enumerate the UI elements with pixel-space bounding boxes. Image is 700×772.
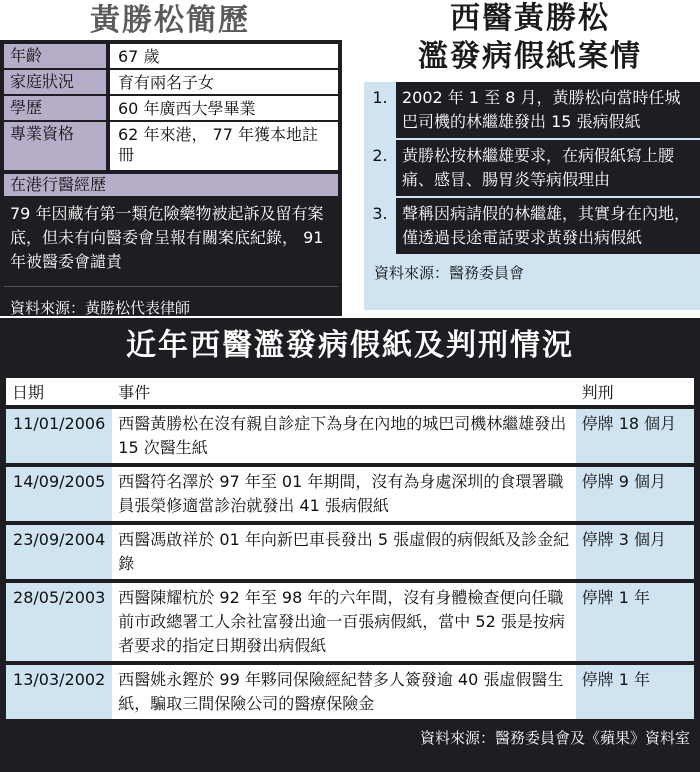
table-row <box>6 467 694 521</box>
row-event: 西醫符名澤於 97 年至 01 年期間，沒有為身處深圳的食環署職員張榮修適當診治就發出 41 張病假紙 <box>112 467 575 521</box>
row-sentence: 停牌 1 年 <box>576 665 694 719</box>
profile-label: 專業資格 <box>4 122 106 170</box>
case-title <box>360 0 700 76</box>
header-event: 事件 <box>112 378 575 405</box>
case-title-line1: 西醫黃勝松 <box>450 1 610 36</box>
profile-row-qualification <box>4 122 338 170</box>
profile-row-age <box>4 44 338 68</box>
case-item <box>364 198 700 256</box>
table-row <box>6 665 694 719</box>
row-date: 11/01/2006 <box>6 409 112 463</box>
profile-label: 學歷 <box>4 96 106 120</box>
case-text: 2002 年 1 至 8 月，黃勝松向當時任城巴司機的林繼雄發出 15 張病假紙 <box>396 82 700 138</box>
profile-panel <box>0 40 342 316</box>
header-date: 日期 <box>6 378 112 405</box>
row-date: 13/03/2002 <box>6 665 112 719</box>
row-sentence: 停牌 3 個月 <box>576 525 694 579</box>
case-number: 3. <box>364 198 396 254</box>
case-number: 1. <box>364 82 396 138</box>
row-event: 西醫黃勝松在沒有親自診症下為身在內地的城巴司機林繼雄發出 15 次醫生紙 <box>112 409 575 463</box>
case-item <box>364 140 700 198</box>
profile-title: 黃勝松簡歷 <box>90 3 250 38</box>
experience-heading: 在港行醫經歷 <box>4 174 338 196</box>
sentencing-source: 資料來源：醫務委員會及《蘋果》資料室 <box>419 729 690 747</box>
header-sentence: 判刑 <box>576 378 694 405</box>
profile-label: 家庭狀況 <box>4 70 106 94</box>
table-row <box>6 525 694 579</box>
profile-value: 育有兩名子女 <box>110 70 338 94</box>
profile-label: 年齡 <box>4 44 106 68</box>
case-number: 2. <box>364 140 396 196</box>
profile-row-education <box>4 96 338 120</box>
row-date: 28/05/2003 <box>6 583 112 661</box>
case-text: 黃勝松按林繼雄要求，在病假紙寫上腰痛、感冒、腸胃炎等病假理由 <box>396 140 700 196</box>
profile-row-family <box>4 70 338 94</box>
row-event: 西醫姚永鏗於 99 年夥同保險經紀替多人簽發逾 40 張虛假醫生紙，騙取三間保險公司的醫療保險金 <box>112 665 575 719</box>
row-sentence: 停牌 9 個月 <box>576 467 694 521</box>
row-event: 西醫陳耀杭於 92 年至 98 年的六年間，沒有身體檢查便向任職前市政總署工人余社富發出逾一百張病假紙，當中 52 張是按病者要求的指定日期發出病假紙 <box>112 583 575 661</box>
case-source: 資料來源：醫務委員會 <box>374 264 525 282</box>
table-header-row <box>6 378 694 405</box>
sentencing-title: 近年西醫濫發病假紙及判刑情況 <box>126 328 574 363</box>
row-event: 西醫馮啟祥於 01 年向新巴車長發出 5 張虛假的病假紙及診金紀錄 <box>112 525 575 579</box>
case-text: 聲稱因病請假的林繼雄，其實身在內地，僅透過長途電話要求黃發出病假紙 <box>396 198 700 254</box>
table-row <box>6 583 694 661</box>
profile-value: 67 歲 <box>110 44 338 68</box>
experience-text: 79 年因藏有第一類危險藥物被起訴及留有案底，但未有向醫委會呈報有關案底紀錄， 91 年被醫委會譴責 <box>10 204 324 271</box>
profile-value: 60 年廣西大學畢業 <box>110 96 338 120</box>
profile-source: 資料來源：黃勝松代表律師 <box>4 286 338 318</box>
case-item <box>364 82 700 140</box>
row-sentence: 停牌 18 個月 <box>576 409 694 463</box>
row-sentence: 停牌 1 年 <box>576 583 694 661</box>
row-date: 23/09/2004 <box>6 525 112 579</box>
table-row <box>6 409 694 463</box>
profile-value: 62 年來港， 77 年獲本地註冊 <box>110 122 338 170</box>
row-date: 14/09/2005 <box>6 467 112 521</box>
sentencing-panel <box>0 318 700 772</box>
case-panel <box>364 82 700 310</box>
sentencing-table <box>6 374 694 723</box>
case-title-line2: 濫發病假紙案情 <box>418 39 642 74</box>
